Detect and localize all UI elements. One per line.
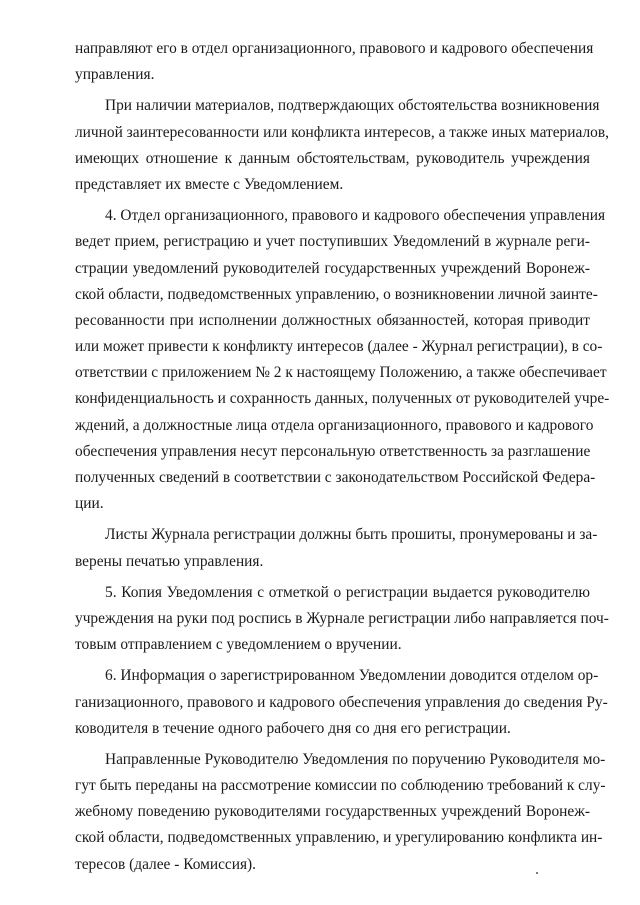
paragraph [75, 36, 594, 88]
text-line: имеющих отношение к данным обстоятельствам, руководитель учреждения [75, 149, 590, 167]
text-line: конфиденциальность и сохранность данных, полученных от руководителей учре- [75, 390, 610, 408]
text-line: ждений, а должностные лица отдела организационного, правового и кадрового [75, 416, 594, 434]
text-line: 6. Информация о зарегистрированном Уведомлении доводится отделом ор- [105, 667, 599, 685]
text-line: ответствии с приложением № 2 к настоящему Положению, а также обеспечивает [75, 364, 607, 382]
text-line: Листы Журнала регистрации должны быть прошиты, пронумерованы и за- [105, 526, 598, 544]
text-line: управления. [75, 66, 155, 84]
text-line: ресованности при исполнении должностных обязанностей, которая приводит [75, 311, 590, 329]
text-line: ской области, подведомственных управлению, и урегулированию конфликта ин- [75, 829, 603, 847]
text-line: учреждения на руки под роспись в Журнале регистрации либо направляется поч- [75, 609, 609, 627]
paragraph [75, 522, 598, 574]
paragraph [75, 747, 606, 878]
text-line: обеспечения управления несут персональную ответственность за разглашение [75, 442, 591, 460]
text-line: товым отправлением с уведомлением о вручении. [75, 636, 402, 654]
text-line: ции. [75, 495, 104, 513]
text-line: ведет прием, регистрацию и учет поступивших Уведомлений в журнале реги- [75, 233, 590, 251]
text-line: верены печатью управления. [75, 552, 264, 570]
text-line: жебному поведению руководителями государственных учреждений Воронеж- [75, 803, 590, 821]
paragraph [75, 580, 609, 659]
text-line: 4. Отдел организационного, правового и кадрового обеспечения управления [105, 207, 606, 225]
text-line: ководителя в течение одного рабочего дня со дня его регистрации. [75, 719, 511, 737]
text-line: Направленные Руководителю Уведомления по поручению Руководителя мо- [105, 750, 606, 768]
document-body [75, 36, 610, 878]
text-line: представляет их вместе с Уведомлением. [75, 175, 344, 193]
paragraph [75, 203, 610, 517]
text-line: тересов (далее - Комиссия). [75, 855, 257, 873]
text-line: 5. Копия Уведомления с отметкой о регистрации выдается руководителю [105, 583, 590, 601]
scan-speck [536, 872, 538, 874]
text-line: гут быть переданы на рассмотрение комиссии по соблюдению требований к слу- [75, 777, 606, 795]
text-line: или может привести к конфликту интересов (далее - Журнал регистрации), в со- [75, 338, 603, 356]
paragraph [75, 663, 608, 742]
text-line: страции уведомлений руководителей государственных учреждений Воронеж- [75, 259, 590, 277]
text-line: При наличии материалов, подтверждающих обстоятельства возникновения [105, 97, 600, 115]
text-line: ганизационного, правового и кадрового обеспечения управления до сведения Ру- [75, 693, 608, 711]
paragraph [75, 93, 609, 198]
text-line: направляют его в отдел организационного, правового и кадрового обеспечения [75, 40, 594, 57]
text-line: полученных сведений в соответствии с законодательством Российской Федера- [75, 469, 596, 486]
text-line: личной заинтересованности или конфликта интересов, а также иных материалов, [75, 123, 609, 141]
text-line: ской области, подведомственных управлению, о возникновении личной заинте- [75, 285, 598, 303]
